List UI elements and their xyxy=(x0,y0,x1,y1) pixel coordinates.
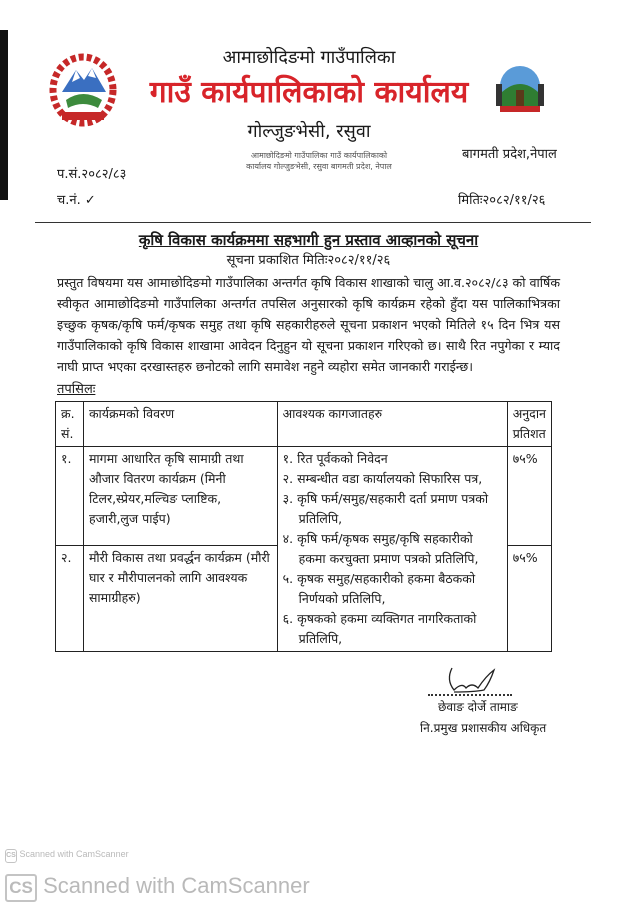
watermark-text: Scanned with CamScanner xyxy=(19,849,129,859)
row-sn: १. xyxy=(56,447,84,546)
header-sn: क्र. सं. xyxy=(56,402,84,447)
office-location: गोल्जुङभेसी, रसुवा xyxy=(247,121,371,142)
details-label: तपसिलः xyxy=(57,382,96,397)
reference-number: प.सं.२०८२/८३ xyxy=(57,167,127,182)
header-documents: आवश्यक कागजातहरु xyxy=(277,402,507,447)
row-program: मागमा आधारित कृषि सामाग्री तथा औजार वितरण कार्यक्रम (मिनी टिलर,स्प्रेयर,मल्चिङ प्लाष्टिक, हजारी,लुज पाईप) xyxy=(83,447,277,546)
header-grant: अनुदान प्रतिशत xyxy=(507,402,551,447)
signature-line xyxy=(428,694,512,696)
row-grant: ७५% xyxy=(507,545,551,651)
document-item: ५. कृषक समुह/सहकारीको हकमा बैठकको निर्णयको प्रतिलिपि, xyxy=(282,571,476,606)
watermark-large xyxy=(5,872,310,902)
office-name: गाउँ कार्यपालिकाको कार्यालय xyxy=(149,75,469,110)
required-documents xyxy=(277,447,507,652)
letter-date: मितिः२०८२/११/२६ xyxy=(458,193,546,208)
header-program: कार्यक्रमको विवरण xyxy=(83,402,277,447)
row-sn: २. xyxy=(56,545,84,651)
document-item: १. रित पूर्वकको निवेदन xyxy=(282,451,388,466)
notice-title: कृषि विकास कार्यक्रममा सहभागी हुन प्रस्ताव आव्हानको सूचना xyxy=(138,231,479,249)
program-table xyxy=(55,401,552,652)
dispatch-number: च.नं. ✓ xyxy=(57,193,96,208)
table-row xyxy=(56,447,552,546)
watermark-text: Scanned with CamScanner xyxy=(43,873,310,898)
watermark-small xyxy=(5,848,129,863)
header-divider xyxy=(35,222,591,223)
row-grant: ७५% xyxy=(507,447,551,546)
publication-date: सूचना प्रकाशित मितिः२०८२/११/२६ xyxy=(226,253,391,268)
camscanner-logo-icon: CS xyxy=(5,849,17,863)
official-stamp: आमाछोदिङमो गाउँपालिका गाउँ कार्यपालिकाको कार्यालय गोल्जुङभेसी, रसुवा बागमती प्रदेश, नेपाल xyxy=(246,151,392,171)
row-program: मौरी विकास तथा प्रवर्द्धन कार्यक्रम (मौरी घार र मौरीपालनको लागि आवश्यक सामाग्रीहरु) xyxy=(83,545,277,651)
camscanner-logo-icon: CS xyxy=(5,874,37,902)
municipality-name: आमाछोदिङमो गाउँपालिका xyxy=(222,47,396,68)
document-item: ६. कृषकको हकमा व्यक्तिगत नागरिकताको प्रतिलिपि, xyxy=(282,611,477,646)
table-header-row xyxy=(56,402,552,447)
notice-body: प्रस्तुत विषयमा यस आमाछोदिङमो गाउँपालिका अन्तर्गत कृषि विकास शाखाको चालु आ.व.२०८२/८३ को वार्षिक स्वीकृत आमाछोदिङमो गाउँपालिका अन्तर्गत तपसिल अनुसारको कृषि कार्यक्रम रहेको हुँदा यस पालिकाभित्रका इच्छुक कृषक/कृषि फर्म/कृषक समुह तथा कृषि सहकारीहरुले सूचना प्रकाशन भएको मितिले १५ दिन भित्र यस गाउँपालिकाको कृषि विकास शाखामा आवेदन दिनुहुन यो सूचना प्रकाशन गरिएको छ। साथै रित नपुगेका र म्याद नाघी प्राप्त भएका दरखास्तहरु छनोटको लागि समावेश नहुने व्यहोरा समेत जानकारी गराईन्छ। xyxy=(57,275,560,374)
province: बागमती प्रदेश,नेपाल xyxy=(462,147,557,162)
signatory-title: नि.प्रमुख प्रशासकीय अधिकृत xyxy=(420,721,547,735)
document-item: २. सम्बन्धीत वडा कार्यालयको सिफारिस पत्र, xyxy=(282,471,483,486)
document-item: ४. कृषि फर्म/कृषक समुह/कृषि सहकारीको हकमा करचुक्ता प्रमाण पत्रको प्रतिलिपि, xyxy=(282,531,479,566)
signature-icon xyxy=(434,666,504,694)
document-item: ३. कृषि फर्म/समुह/सहकारी दर्ता प्रमाण पत्रको प्रतिलिपि, xyxy=(282,491,489,526)
signature-block xyxy=(420,666,560,737)
signatory-name: छेवाङ दोर्जे तामाङ xyxy=(438,700,518,714)
notice-content xyxy=(55,230,562,737)
